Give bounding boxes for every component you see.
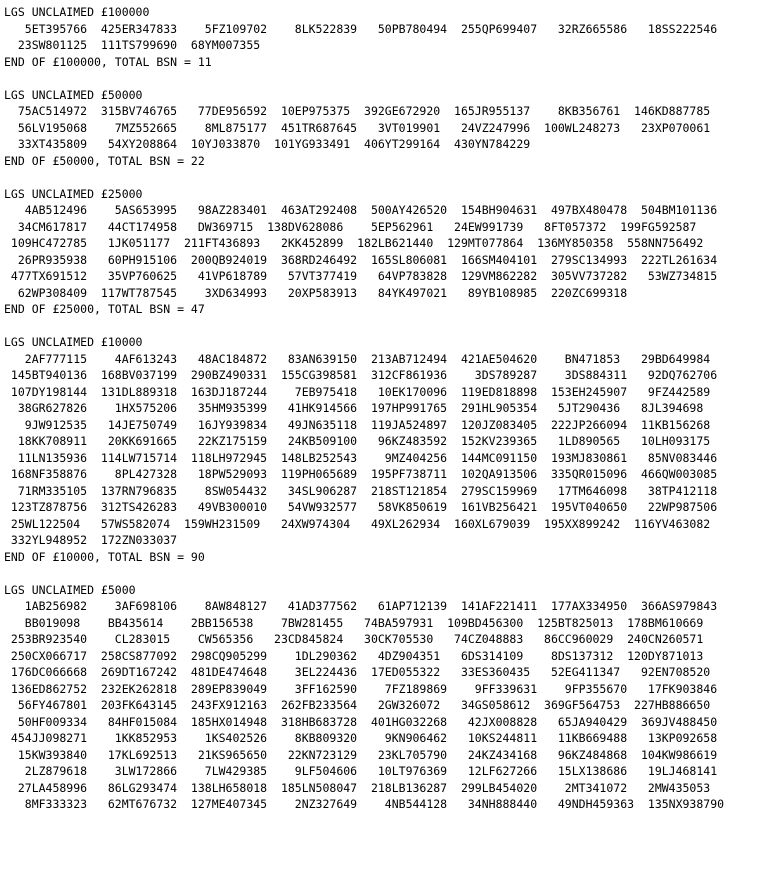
table-row: 62WP308409 117WT787545 3XD634993 20XP583913 84YK497021 89YB108985 220ZC699318 [4, 285, 628, 300]
table-row: 38GR627826 1HX575206 35HM935399 41HK914566 197HP991765 291HL905354 5JT290436 8JL394698 [4, 401, 704, 415]
table-row: 71RM335105 137RN796835 8SW054432 34SL906287 218ST121854 279SC159969 17TM646098 38TP412118 [4, 483, 718, 498]
table-row: 2AF777115 4AF613243 48AC184872 83AN639150 213AB712494 421AE504620 BN471853 29BD649984 [4, 351, 711, 366]
section-10000 [0, 334, 771, 582]
table-row: 9JW912535 14JE750749 16JY939834 49JN635118 119JA524897 120JZ083405 222JP266094 11KB156268 [4, 417, 711, 432]
section-footer: END OF £10000, TOTAL BSN = 90 [4, 549, 205, 564]
table-row: 168NF358876 8PL427328 18PW529093 119PH065689 195PF738711 102QA913506 335QR015096 466QW003085 [4, 467, 718, 481]
table-row: 109HC472785 1JK051177 211FT436893 2KK452899 182LB621440 129MT077864 136MY850358 558NN756492 [4, 236, 704, 250]
table-row: 2LZ879618 3LW172866 7LW429385 9LF504606 10LT976369 12LF627266 15LX138686 19LJ468141 [4, 764, 718, 778]
table-row: 26PR935938 60PH915106 200QB924019 368RD246492 165SL806081 166SM404101 279SC134993 222TL261634 [4, 252, 718, 267]
table-row: 136ED862752 232EK262818 289EP839049 3FF162590 7FZ189869 9FF339631 9FP355670 17FK903846 [4, 681, 718, 696]
table-row: 15KW393840 17KL692513 21KS965650 22KN723129 23KL705790 24KZ434168 96KZ484868 104KW986619 [4, 747, 718, 762]
table-row: 56LV195068 7MZ552665 8ML875177 451TR687645 3VT019901 24VZ247996 100WL248273 23XP070061 [4, 120, 711, 135]
table-row: 250CX066717 258CS877092 298CQ905299 1DL290362 4DZ904351 6DS314109 8DS137312 120DY871013 [4, 648, 704, 663]
table-row: 18KK708911 20KK691665 22KZ175159 24KB509100 96KZ483592 152KV239365 1LD890565 10LH093175 [4, 434, 711, 448]
table-row: 1AB256982 3AF698106 8AW848127 41AD377562 61AP712139 141AF221411 177AX334950 366AS979843 [4, 599, 718, 613]
table-row: BB019098 BB435614 2BB156538 7BW281455 74BA597931 109BD456300 125BT825013 178BM610669 [4, 615, 704, 630]
table-row: 477TX691512 35VP760625 41VP618789 57VT377419 64VP783828 129VM862282 305VV737282 53WZ734815 [4, 269, 718, 283]
section-spacer [0, 169, 771, 186]
section-50000 [0, 87, 771, 186]
section-spacer [0, 565, 771, 582]
table-row: 34CM617817 44CT174958 DW369715 138DV628086 5EP562961 24EW991739 8FT057372 199FG592587 [4, 219, 697, 234]
section-header: LGS UNCLAIMED £5000 [4, 582, 136, 597]
table-row: 4AB512496 5AS653995 98AZ283401 463AT292408 500AY426520 154BH904631 497BX480478 504BM101136 [4, 203, 718, 217]
table-row: 332YL948952 172ZN033037 [4, 533, 178, 547]
table-row: 33XT435809 54XY208864 10YJ033870 101YG933491 406YT299164 430YN784229 [4, 137, 531, 151]
section-5000 [0, 582, 771, 813]
table-row: 107DY198144 131DL889318 163DJ187244 7EB975418 10EK170096 119ED818898 153EH245907 9FZ442589 [4, 384, 711, 399]
table-row: 23SW801125 111TS799690 68YM007355 [4, 38, 261, 52]
section-header: LGS UNCLAIMED £50000 [4, 87, 143, 102]
table-row: 11LN135936 114LW715714 118LH972945 148LB252543 9MZ404256 144MC091150 193MJ830861 85NV083446 [4, 450, 718, 465]
section-header: LGS UNCLAIMED £100000 [4, 5, 150, 19]
table-row: 5ET395766 425ER347833 5FZ109702 8LK522839 50PB780494 255QP699407 32RZ665586 18SS222546 [4, 21, 718, 36]
table-row: 454JJ098271 1KK852953 1KS402526 8KB809320 9KN906462 10KS244811 11KB669488 13KP092658 [4, 731, 718, 745]
table-row: 253BR923540 CL283015 CW565356 23CD845824 30CK705530 74CZ048883 86CC960029 240CN260571 [4, 632, 704, 646]
section-header: LGS UNCLAIMED £25000 [4, 186, 143, 201]
table-row: 25WL122504 57WS582074 159WH231509 24XW974304 49XL262934 160XL679039 195XX899242 116YV463082 [4, 516, 711, 531]
section-spacer [0, 70, 771, 87]
table-row: 56FY467801 203FK643145 243FX912163 262FB233564 2GW326072 34GS058612 369GF564753 227HB886650 [4, 698, 711, 712]
table-row: 27LA458996 86LG293474 138LH658018 185LN508047 218LB136287 299LB454020 2MT341072 2MW435053 [4, 780, 711, 795]
section-25000 [0, 186, 771, 335]
section-header: LGS UNCLAIMED £10000 [4, 335, 143, 349]
section-footer: END OF £100000, TOTAL BSN = 11 [4, 54, 212, 69]
table-row: 50HF009334 84HF015084 185HX014948 318HB683728 401HG032268 42JX008828 65JA940429 369JV488450 [4, 714, 718, 729]
section-footer: END OF £25000, TOTAL BSN = 47 [4, 302, 205, 316]
section-100000 [0, 4, 771, 87]
table-row: 75AC514972 315BV746765 77DE956592 10EP975375 392GE672920 165JR955137 8KB356761 146KD887785 [4, 104, 711, 118]
section-spacer [0, 318, 771, 335]
section-footer: END OF £50000, TOTAL BSN = 22 [4, 153, 205, 168]
table-row: 8MF333323 62MT676732 127ME407345 2NZ327649 4NB544128 34NH888440 49NDH459363 135NX938790 [4, 797, 725, 811]
table-row: 176DC066668 269DT167242 481DE474648 3EL224436 17ED055322 33ES360435 52EG411347 92EN708520 [4, 665, 711, 679]
table-row: 123TZ878756 312TS426283 49VB300010 54VW932577 58VK850619 161VB256421 195VT040650 22WP987506 [4, 500, 718, 514]
table-row: 145BT940136 168BV037199 290BZ490331 155CG398581 312CF861936 3DS789287 3DS884311 92DQ762706 [4, 368, 718, 382]
